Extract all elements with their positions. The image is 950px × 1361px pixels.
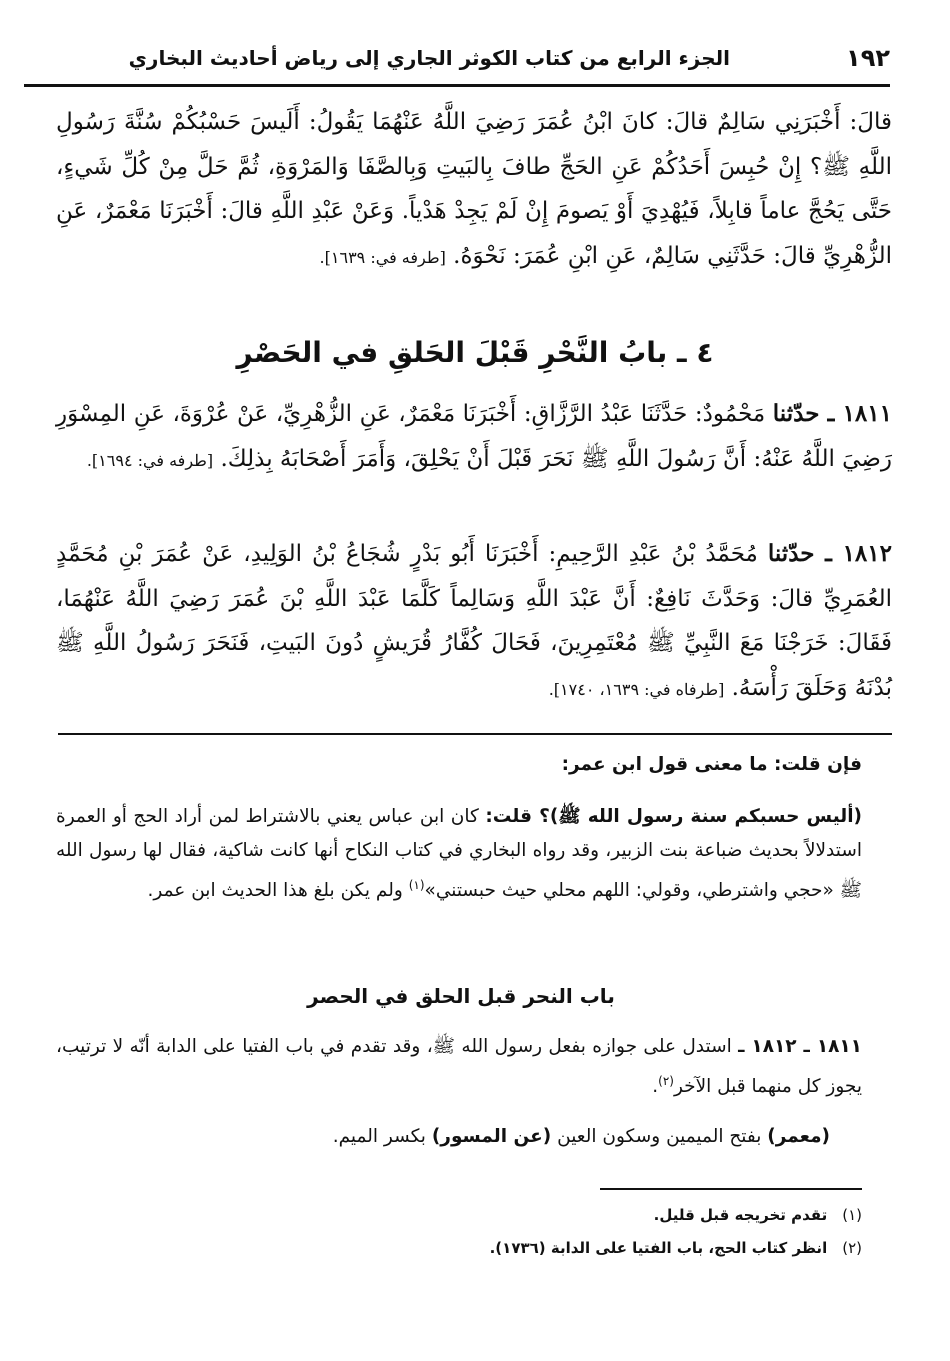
question-text: فإن قلت: ما معنى قول ابن عمر: [561, 754, 862, 775]
commentary-text: كان ابن عباس يعني بالاشتراط لمن أراد الحج أو العمرة استدلالاً بحديث ضباعة بنت الزبير، وقد رواه البخاري في كتاب النكاح أنها كانت شاكية، فقال لها رسول الله ﷺ «حجي واشترطي، وقولي: اللهم محلي حيث حبستني» [56, 806, 862, 902]
hadith-1811 [56, 392, 892, 483]
hadith-text: قالَ: أَخْبَرَنِي سَالِمٌ قالَ: كانَ ابْنُ عُمَرَ رَضِيَ اللَّهُ عَنْهُمَا يَقُولُ: أَلَيسَ حَسْبُكُمْ سُنَّةَ رَسُولِ اللَّهِ ﷺ؟ إِنْ حُبِسَ أَحَدُكُمْ عَنِ الحَجِّ طافَ بِالبَيتِ وَبِالصَّفَا وَالمَرْوَةِ، ثُمَّ حَلَّ مِنْ كُلِّ شَيءٍ، حَتَّى يَحُجَّ عاماً قابِلاً، فَيُهْدِيَ أَوْ يَصومَ إِنْ لَمْ يَجِدْ هَدْياً. وَعَنْ عَبْدِ اللَّهِ قالَ: أَخْبَرَنَا مَعْمَرٌ، عَنِ الزُّهْرِيِّ قالَ: حَدَّثَنِي سَالِمٌ، عَنِ ابْنِ عُمَرَ: نَحْوَهُ. [56, 109, 892, 269]
commentary-chapter-heading: باب النحر قبل الحلق في الحصر [307, 984, 615, 1008]
footnote-2 [56, 1235, 862, 1261]
footnote-divider [600, 1188, 862, 1190]
footnote-1 [56, 1202, 862, 1228]
commentary-paragraph-2: ١٨١١ ـ ١٨١٢ ـ استدل على جوازه بفعل رسول الله ﷺ، وقد تقدم في باب الفتيا على الدابة أنّه لا ترتيب، يجوز كل منهما قبل الآخر$^{(٢)}$. [56, 1036, 862, 1098]
cross-reference: [طرفه في: ١٦٣٩]. [319, 247, 446, 267]
cross-reference: [طرفه في: ١٦٩٤]. [86, 450, 214, 470]
chapter-heading: ٤ ـ بابُ النَّحْرِ قَبْلَ الحَلقِ في الحَصْرِ [236, 336, 714, 369]
commentary-text: استدل على جوازه بفعل رسول الله ﷺ، وقد تقدم في باب الفتيا على الدابة أنّه لا ترتيب، يجوز كل منهما قبل الآخر [56, 1036, 862, 1098]
commentary-paragraph-1 [56, 800, 862, 908]
commentary-paragraph-3 [56, 1120, 830, 1154]
footnote-number: (٢) [842, 1239, 862, 1257]
commentary-text: بكسر الميم. [332, 1126, 426, 1147]
commentary-bold: (عن المسور) [431, 1126, 552, 1147]
footnote-text: تقدم تخريجه قبل قليل. [653, 1206, 828, 1224]
page-number: ١٩٢ [846, 44, 890, 72]
commentary-bold: (معمر) [767, 1126, 830, 1147]
commentary-question [56, 748, 862, 782]
footnote-number: (١) [842, 1206, 862, 1224]
hadith-range: ١٨١١ ـ ١٨١٢ ـ [738, 1036, 862, 1057]
hadith-number: ١٨١١ ـ حدّثنا [772, 400, 892, 427]
hadith-number: ١٨١٢ ـ حدّثنا [767, 540, 892, 567]
commentary-bold: (أليس حسبكم سنة رسول الله ﷺ)؟ قلت: [485, 806, 862, 827]
text-divider [58, 733, 892, 735]
commentary-text: ولم يكن بلغ هذا الحديث ابن عمر. [147, 880, 403, 902]
footnote-marker: (٢) [658, 1074, 674, 1088]
hadith-text: مَحْمُودٌ: حَدَّثَنَا عَبْدُ الرَّزَّاقِ: أَخْبَرَنَا مَعْمَرٌ، عَنِ الزُّهْرِيِّ، عَنْ عُرْوَةَ، عَنِ المِسْوَرِ رَضِيَ اللَّهُ عَنْهُ: أَنَّ رَسُولَ اللَّهِ ﷺ نَحَرَ قَبْلَ أَنْ يَحْلِقَ، وَأَمَرَ أَصْحَابَهُ بِذلِكَ. [56, 401, 892, 472]
footnote-marker: (١) [408, 878, 425, 892]
hadith-text: مُحَمَّدُ بْنُ عَبْدِ الرَّحِيمِ: أَخْبَرَنَا أَبُو بَدْرٍ شُجَاعُ بْنُ الوَلِيدِ، عَنْ عُمَرَ بْنِ مُحَمَّدٍ العُمَرِيِّ قالَ: وَحَدَّثَ نَافِعٌ: أَنَّ عَبْدَ اللَّهِ وَسَالِماً كَلَّمَا عَبْدَ اللَّهِ بْنَ عُمَرَ رَضِيَ اللَّهُ عَنْهُمَا، فَقَالَ: خَرَجْنَا مَعَ النَّبِيِّ ﷺ مُعْتَمِرِينَ، فَحَالَ كُفَّارُ قُرَيشٍ دُونَ البَيتِ، فَنَحَرَ رَسُولُ اللَّهِ ﷺ بُدْنَهُ وَحَلَقَ رَأْسَهُ. [56, 541, 892, 701]
page-header [24, 44, 890, 87]
running-title: الجزء الرابع من كتاب الكوثر الجاري إلى رياض أحاديث البخاري [128, 46, 730, 70]
hadith-1812 [56, 532, 892, 712]
cross-reference: [طرفاه في: ١٦٣٩، ١٧٤٠]. [548, 679, 725, 699]
commentary-text: بفتح الميمين وسكون العين [557, 1126, 762, 1147]
footnote-text: انظر كتاب الحج، باب الفتيا على الدابة (١٧٣٦). [489, 1239, 828, 1257]
hadith-continuation [56, 100, 892, 280]
